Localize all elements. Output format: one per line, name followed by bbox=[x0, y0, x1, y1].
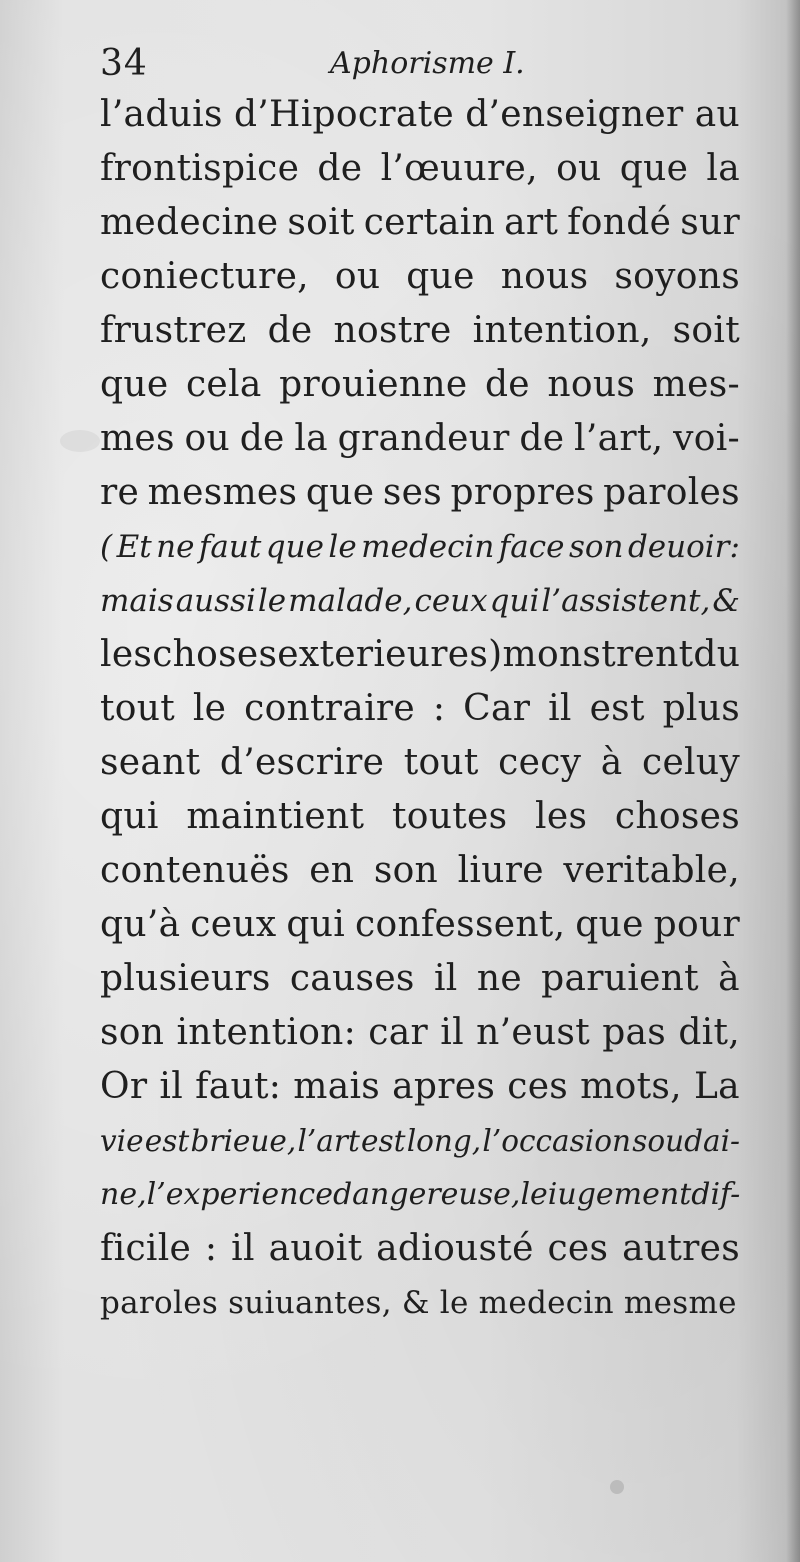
word: paroles bbox=[603, 472, 740, 513]
word: pour bbox=[653, 904, 740, 945]
word: de bbox=[317, 148, 363, 189]
word: propres bbox=[450, 472, 595, 513]
word: ces bbox=[507, 1066, 569, 1107]
page-number: 34 bbox=[100, 43, 148, 84]
word: tout bbox=[403, 742, 479, 783]
word: apres bbox=[392, 1066, 496, 1107]
word: prouienne bbox=[279, 364, 468, 405]
word: contenuës bbox=[100, 850, 290, 891]
word: faut: bbox=[195, 1066, 282, 1107]
word: monstrent bbox=[502, 634, 694, 675]
word: adiousté bbox=[376, 1228, 534, 1269]
text-line bbox=[100, 358, 740, 412]
word: & bbox=[401, 1285, 430, 1321]
word: l’art bbox=[297, 1124, 360, 1158]
word: le bbox=[328, 529, 357, 565]
word: l’assistent, bbox=[541, 583, 711, 619]
word: le bbox=[257, 583, 287, 619]
word: voi- bbox=[673, 418, 740, 459]
word: cecy bbox=[498, 742, 582, 783]
word: l’aduis bbox=[100, 94, 223, 135]
word: d’enseigner bbox=[465, 94, 684, 135]
word: son bbox=[568, 529, 624, 565]
word: car bbox=[368, 1012, 429, 1053]
text-line bbox=[100, 790, 740, 844]
word: intention, bbox=[472, 310, 652, 351]
word: faut bbox=[198, 529, 262, 565]
word: tout bbox=[100, 688, 175, 729]
word: ceux bbox=[190, 904, 277, 945]
word: plus bbox=[662, 688, 740, 729]
word: ou bbox=[556, 148, 602, 189]
text-line bbox=[100, 1168, 740, 1222]
word: ceux bbox=[414, 583, 488, 619]
word: long, bbox=[406, 1124, 482, 1158]
text-line bbox=[100, 1060, 740, 1114]
word: ou bbox=[184, 418, 230, 459]
word: ne bbox=[156, 529, 195, 565]
word: ficile bbox=[100, 1228, 192, 1269]
word: deuoir: bbox=[627, 529, 740, 565]
paper-stain bbox=[60, 430, 100, 452]
word: paroles bbox=[100, 1285, 219, 1321]
word: exterieures bbox=[277, 634, 489, 675]
word: que bbox=[575, 904, 644, 945]
word: qui bbox=[286, 904, 346, 945]
word: le bbox=[520, 1177, 548, 1212]
word: de bbox=[267, 310, 313, 351]
word: choses bbox=[152, 634, 278, 675]
word: au bbox=[694, 94, 740, 135]
word: son bbox=[100, 1012, 165, 1053]
word: à bbox=[718, 958, 740, 999]
word: l’experience bbox=[146, 1177, 333, 1212]
word: mes- bbox=[652, 364, 740, 405]
word: que bbox=[406, 256, 475, 297]
word: La bbox=[693, 1066, 740, 1107]
word: mais bbox=[100, 583, 174, 619]
word: est bbox=[361, 1124, 406, 1158]
word: que bbox=[100, 364, 169, 405]
text-line bbox=[100, 952, 740, 1006]
word: est bbox=[144, 1124, 190, 1158]
word: : bbox=[432, 688, 446, 729]
word: ou bbox=[334, 256, 381, 297]
word: mais bbox=[293, 1066, 381, 1107]
word: frontispice bbox=[100, 148, 300, 189]
word: pas bbox=[602, 1012, 667, 1053]
text-line bbox=[100, 466, 740, 520]
word: soit bbox=[672, 310, 740, 351]
word: ) bbox=[488, 634, 503, 675]
body-text bbox=[100, 88, 740, 1330]
text-line bbox=[100, 1114, 740, 1168]
word: certain bbox=[363, 202, 496, 243]
word: fondé bbox=[567, 202, 672, 243]
word: ( bbox=[100, 529, 113, 565]
word: vie bbox=[100, 1124, 144, 1158]
word: plusieurs bbox=[100, 958, 271, 999]
word: il bbox=[433, 958, 458, 999]
word: il bbox=[159, 1066, 184, 1107]
text-line bbox=[100, 628, 740, 682]
word: mesme bbox=[623, 1285, 737, 1321]
text-line bbox=[100, 682, 740, 736]
word: contraire bbox=[244, 688, 415, 729]
word: celuy bbox=[641, 742, 740, 783]
word: est bbox=[589, 688, 645, 729]
page-edge-shadow bbox=[786, 0, 800, 1562]
word: liure bbox=[457, 850, 544, 891]
word: iugement bbox=[547, 1177, 692, 1212]
word: Car bbox=[463, 688, 531, 729]
word: medecin bbox=[361, 529, 495, 565]
word: : bbox=[204, 1228, 218, 1269]
word: paruient bbox=[541, 958, 699, 999]
word: ne bbox=[476, 958, 522, 999]
word: l’occasion bbox=[482, 1124, 631, 1158]
word: soit bbox=[287, 202, 355, 243]
word: son bbox=[373, 850, 439, 891]
word: auoit bbox=[268, 1228, 363, 1269]
word: suiuantes, bbox=[228, 1285, 392, 1321]
word: cela bbox=[185, 364, 262, 405]
text-line bbox=[100, 250, 740, 304]
word: sur bbox=[680, 202, 740, 243]
word: grandeur bbox=[337, 418, 510, 459]
word: malade, bbox=[288, 583, 413, 619]
word: le bbox=[439, 1285, 469, 1321]
text-line bbox=[100, 88, 740, 142]
word: de bbox=[519, 418, 565, 459]
word: l’œuure, bbox=[380, 148, 538, 189]
word: il bbox=[231, 1228, 255, 1269]
word: maintient bbox=[186, 796, 365, 837]
word: medecin bbox=[478, 1285, 614, 1321]
word: art bbox=[504, 202, 559, 243]
word: de bbox=[484, 364, 530, 405]
word: soudai- bbox=[632, 1124, 740, 1158]
text-line bbox=[100, 304, 740, 358]
word: qu’à bbox=[100, 904, 181, 945]
word: choses bbox=[614, 796, 740, 837]
word: il bbox=[440, 1012, 464, 1053]
text-line bbox=[100, 736, 740, 790]
text-line bbox=[100, 1276, 740, 1330]
word: intention: bbox=[176, 1012, 357, 1053]
text-line bbox=[100, 412, 740, 466]
word: l’art, bbox=[574, 418, 664, 459]
word: dit, bbox=[678, 1012, 740, 1053]
word: veritable, bbox=[563, 850, 740, 891]
word: brieue, bbox=[190, 1124, 297, 1158]
text-line bbox=[100, 142, 740, 196]
word: d’Hipocrate bbox=[233, 94, 454, 135]
text-line bbox=[100, 844, 740, 898]
word: & bbox=[712, 583, 740, 619]
page-header bbox=[100, 40, 740, 88]
word: la bbox=[706, 148, 740, 189]
text-line bbox=[100, 1222, 740, 1276]
word: mots, bbox=[580, 1066, 682, 1107]
word: en bbox=[309, 850, 355, 891]
word: re bbox=[100, 472, 140, 513]
word: à bbox=[600, 742, 623, 783]
word: mes bbox=[100, 418, 175, 459]
word: du bbox=[693, 634, 741, 675]
word: soyons bbox=[614, 256, 740, 297]
word: mesmes bbox=[147, 472, 298, 513]
word: Or bbox=[100, 1066, 148, 1107]
word: la bbox=[294, 418, 328, 459]
word: d’escrire bbox=[219, 742, 385, 783]
word: seant bbox=[100, 742, 201, 783]
text-line bbox=[100, 196, 740, 250]
text-line bbox=[100, 574, 740, 628]
word: que bbox=[265, 529, 324, 565]
text-line bbox=[100, 1006, 740, 1060]
word: coniecture, bbox=[100, 256, 309, 297]
word: le bbox=[192, 688, 227, 729]
word: toutes bbox=[391, 796, 508, 837]
word: nous bbox=[547, 364, 636, 405]
word: que bbox=[619, 148, 689, 189]
word: nostre bbox=[333, 310, 452, 351]
word: de bbox=[239, 418, 285, 459]
word: ses bbox=[382, 472, 442, 513]
word: que bbox=[305, 472, 375, 513]
word: causes bbox=[289, 958, 415, 999]
word: confessent, bbox=[355, 904, 566, 945]
text-line bbox=[100, 520, 740, 574]
ink-spot bbox=[610, 1480, 624, 1494]
word: face bbox=[498, 529, 565, 565]
word: les bbox=[100, 634, 153, 675]
word: ne, bbox=[100, 1177, 147, 1212]
word: dangereuse, bbox=[332, 1177, 521, 1212]
word: il bbox=[548, 688, 572, 729]
word: nous bbox=[500, 256, 589, 297]
word: ces bbox=[547, 1228, 609, 1269]
word: autres bbox=[622, 1228, 740, 1269]
word: aussi bbox=[175, 583, 256, 619]
running-head: Aphorisme I. bbox=[330, 46, 525, 81]
word: n’eust bbox=[476, 1012, 590, 1053]
word: dif- bbox=[691, 1177, 741, 1212]
word: qui bbox=[100, 796, 159, 837]
word: frustrez bbox=[100, 310, 247, 351]
word: medecine bbox=[100, 202, 279, 243]
word: les bbox=[535, 796, 588, 837]
text-line bbox=[100, 898, 740, 952]
word: Et bbox=[116, 529, 152, 565]
word: qui bbox=[489, 583, 540, 619]
